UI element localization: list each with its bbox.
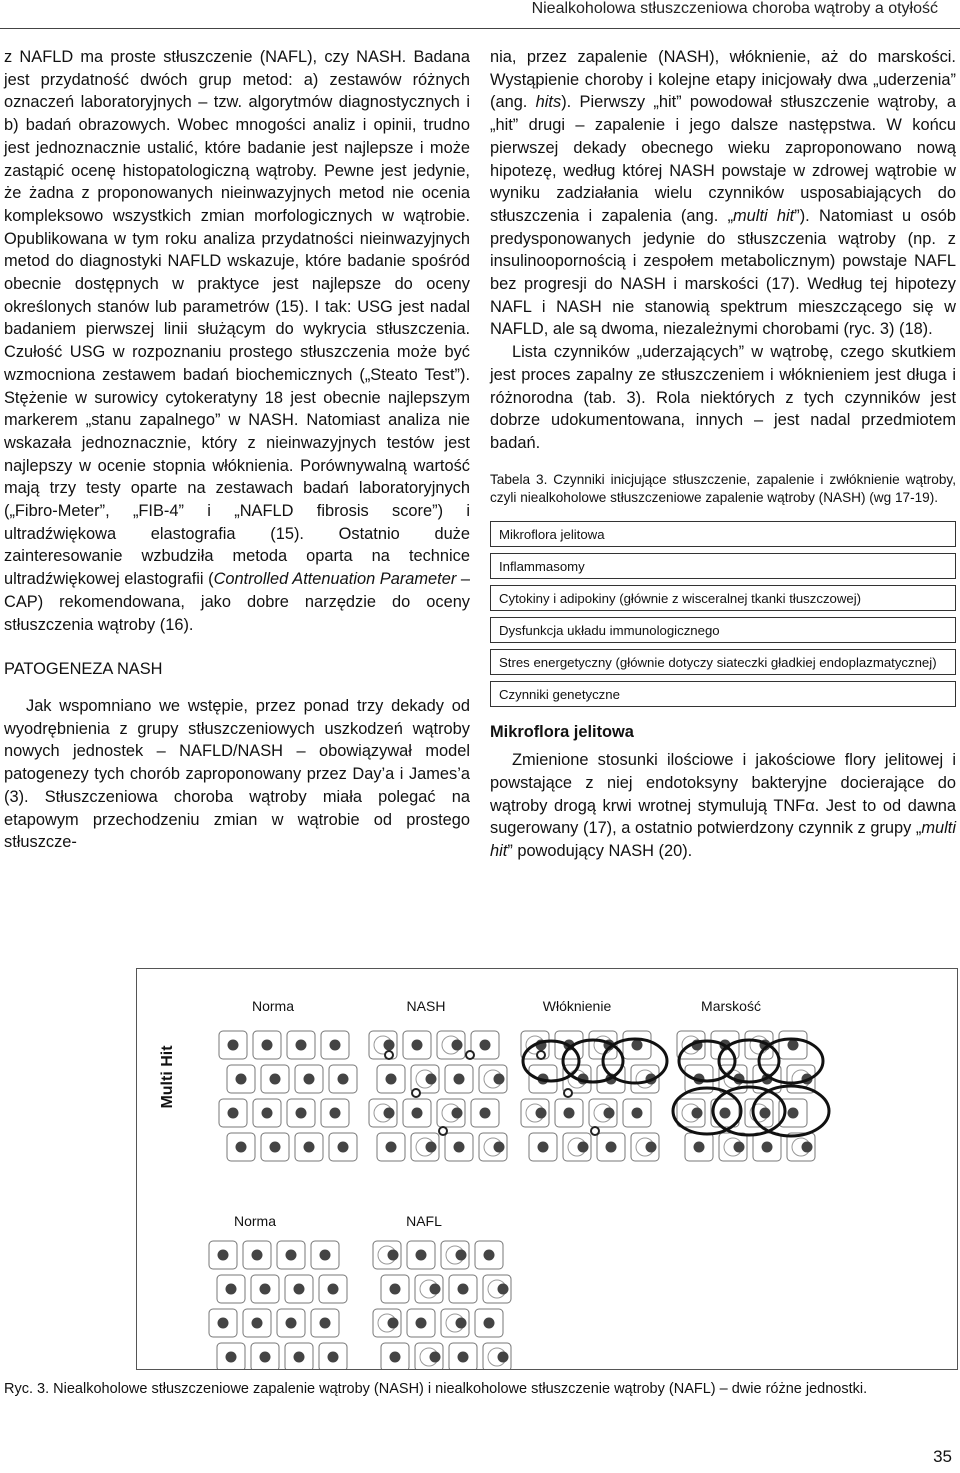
inflammatory-cell [385,1051,393,1059]
nucleus-dot [412,1040,423,1051]
table-row: Inflammasomy [490,553,956,579]
nucleus-dot [694,1142,705,1153]
nucleus-dot [260,1284,271,1295]
nucleus-dot [296,1040,307,1051]
right-p3-a: Zmienione stosunki ilościowe i jakościowe flory jelitowej i powstające z niej endotoksyny bakteryjne docierające do wątroby drogą krwi wrotnej stymulują TNFα. Jest to od dawna sugerowany (17), a ostatnio potwierdzony czynnik z grupy „ [490,751,956,838]
nucleus-dot [416,1250,427,1261]
table-caption: Tabela 3. Czynniki inicjujące stłuszczenie, zapalenie i zwłóknienie wątroby, czyli niealkoholowe stłuszczeniowe zapalenie wątroby (NASH) (wg 17-19). [490,471,956,505]
nucleus-dot [762,1142,773,1153]
inflammatory-cell [537,1051,545,1059]
nucleus-dot [454,1074,465,1085]
table-row: Czynniki genetyczne [490,681,956,707]
nucleus-dot [788,1040,799,1051]
nucleus-dot [252,1250,263,1261]
nucleus-dot [236,1142,247,1153]
nucleus-dot [454,1142,465,1153]
nucleus-dot [430,1352,441,1363]
nucleus-dot [262,1108,273,1119]
nucleus-dot [498,1284,509,1295]
nucleus-dot [328,1352,339,1363]
nucleus-dot [270,1142,281,1153]
table-row: Cytokiny i adipokiny (głównie z wisceralnej tkanki tłuszczowej) [490,585,956,611]
right-paragraph-2: Lista czynników „uderzających” w wątrobę, czego skutkiem jest proces zapalny ze stłuszczeniem i włóknieniem jest długa i różnorodna (tab. 3). Rola niektórych z tych czynników jest dobrze udokumentowana, innych – jest nadal przedmiotem badań. [490,343,956,452]
table-row: Mikroflora jelitowa [490,521,956,547]
nucleus-dot [456,1318,467,1329]
nucleus-dot [260,1352,271,1363]
nucleus-dot [218,1318,229,1329]
figure-label-nash: NASH [406,998,446,1014]
nucleus-dot [294,1284,305,1295]
nucleus-dot [286,1318,297,1329]
nucleus-dot [294,1352,305,1363]
nucleus-dot [802,1142,813,1153]
nucleus-dot [330,1040,341,1051]
right-p1-hits: hits [535,93,562,112]
nucleus-dot [416,1318,427,1329]
nucleus-dot [632,1040,643,1051]
nucleus-dot [692,1108,703,1119]
hepatocyte-grid [521,1031,667,1161]
nucleus-dot [430,1284,441,1295]
nucleus-dot [286,1250,297,1261]
nucleus-dot [304,1074,315,1085]
nucleus-dot [384,1108,395,1119]
nucleus-dot [304,1142,315,1153]
top-panels [219,1031,829,1161]
right-p1-c: ”). Natomiast u osób predysponowanych jedynie do stłuszczenia wątroby (np. z insulinoopornością i zespołem metabolicznym) powstaje NAFL bez progresji do NASH i marskości (17). Według tej hipotezy NAFL i NASH nie stanowią spektrum mieszczącego się w NAFLD, ale są dwoma, niezależnymi chorobami (ryc. 3) (18). [490,206,956,339]
nucleus-dot [412,1108,423,1119]
nucleus-dot [458,1284,469,1295]
inflammatory-cell [466,1051,474,1059]
nucleus-dot [388,1318,399,1329]
nucleus-dot [578,1142,589,1153]
hepatocyte-grid [209,1241,347,1369]
hepatocyte-grid [673,1031,829,1161]
figure-label-wloknienie: Włóknienie [542,998,612,1014]
nucleus-dot [632,1108,643,1119]
factor-table [490,521,956,707]
figure-caption: Ryc. 3. Niealkoholowe stłuszczeniowe zapalenie wątroby (NASH) i niealkoholowe stłuszczenie wątroby (NAFL) – dwie różne jednostki. [4,1381,868,1397]
inflammatory-cell [564,1089,572,1097]
nucleus-dot [338,1142,349,1153]
header-rule [0,28,960,29]
left-p1-text: z NAFLD ma proste stłuszczenie (NAFL), czy NASH. Badana jest przydatność dwóch grup metod: a) zestawów różnych oznaczeń laboratoryjnych – tzw. algorytmów diagnostycznych i b) badań obrazowych. Wobec mnogości analiz i opinii, trudno jest jednoznacznie ustalić, które badanie jest najlepsze i może zastąpić ocenę histopatologiczną wątroby. Pewne jest jedynie, że żadna z proponowanych nieinwazyjnych metod nie ocenia kompleksowo wszystkich zmian morfologicznych w wątrobie. Opublikowana w tym roku analiza przydatności nieinwazyjnych metod do diagnostyki NAFLD wskazuje, które badanie spośród obecnie dostępnych w praktyce jest najlepsze do oceny określonych stanów lub parametrów (15). I tak: USG jest nadal badaniem pierwszej linii służącym do wykrycia stłuszczenia. Czułość USG w rozpoznaniu prostego stłuszczenia może być wzmocniona zestawem badań biochemicznych („Steato Test”). Stężenie w surowicy cytokeratyny 18 jest obecnie najlepszym markerem „stanu zapalnego” w NASH. Natomiast analiza nie wskazała jednoznacznie, który z nieinwazyjnych testów jest najlepszy w ocenie stopnia włóknienia. Porównywalną wartość mają trzy testy oparte na zestawach badań laboratoryjnych („Fibro-Meter”, „FIB-4” i „NAFLD fibrosis score”) i ultradźwiękowa elastografia (15). Ostatnio duże zainteresowanie wzbudziła metoda oparta na technice ultradźwiękowej elastografii ( [4,48,470,589]
nucleus-dot [236,1074,247,1085]
nucleus-dot [226,1352,237,1363]
nucleus-dot [480,1108,491,1119]
nucleus-dot [480,1040,491,1051]
nucleus-dot [536,1108,547,1119]
right-p3-multi: multi hit [490,819,956,861]
running-header: Niealkoholowa stłuszczeniowa choroba wątroby a otyłość [531,0,938,17]
nucleus-dot [760,1108,771,1119]
nucleus-dot [484,1318,495,1329]
inflammatory-cell [591,1127,599,1135]
figure-label-norma-top: Norma [251,998,295,1014]
nucleus-dot [720,1108,731,1119]
page-number: 35 [933,1447,952,1466]
hepatocyte-grid [373,1241,511,1369]
section-heading: PATOGENEZA NASH [4,660,163,679]
nucleus-dot [388,1250,399,1261]
nucleus-dot [384,1040,395,1051]
left-paragraph-2: Jak wspomniano we wstępie, przez ponad trzy dekady od wyodrębnienia z grupy stłuszczeniowych uszkodzeń wątroby nowych jednostek – NAFLD/NASH – obowiązywał model patogenezy tych chorób zaproponowany przez Day’a i James’a (3). Stłuszczeniowa choroba wątroby miała polegać na etapowym przechodzeniu zmian w wątrobie od prostego stłuszcze- [4,696,470,852]
nucleus-dot [788,1108,799,1119]
inflammatory-cell [439,1127,447,1135]
nucleus-dot [320,1250,331,1261]
figure-label-marskosc: Marskość [701,998,761,1014]
right-column [490,46,956,863]
nucleus-dot [426,1074,437,1085]
nucleus-dot [296,1108,307,1119]
right-paragraph-3 [490,749,956,863]
nucleus-dot [606,1142,617,1153]
nucleus-dot [456,1250,467,1261]
nucleus-dot [262,1040,273,1051]
left-paragraph-1 [4,46,470,636]
nucleus-dot [458,1352,469,1363]
left-column [4,46,470,854]
nucleus-dot [538,1142,549,1153]
bottom-panels [209,1241,511,1369]
nucleus-dot [228,1108,239,1119]
figure-side-label: Multi Hit [159,1045,176,1109]
left-p1-tail: – CAP) rekomendowana, jako dobre narzędzie do oceny stłuszczenia wątroby (16). [4,570,470,634]
nucleus-dot [426,1142,437,1153]
nucleus-dot [320,1318,331,1329]
nucleus-dot [494,1142,505,1153]
nucleus-dot [646,1142,657,1153]
right-p1-multi: multi hit [733,206,795,225]
right-p1-b: ). Pierwszy „hit” powodował stłuszczenie wątroby, a „hit” drugi – zapalenie i jego dalsze następstwa. W końcu pierwszej dekady obecnego wieku zaproponowano nową hipotezę, według której NASH powstaje w zdrowej wątrobie w wyniku zadziałania wielu czynników usposabiających do stłuszczenia i zapalenia (ang. „ [490,93,956,225]
nucleus-dot [390,1352,401,1363]
table-row: Dysfunkcja układu immunologicznego [490,617,956,643]
subheading: Mikroflora jelitowa [490,722,634,741]
left-p1-italic: Controlled Attenuation Parameter [213,570,457,589]
nucleus-dot [228,1040,239,1051]
nucleus-dot [564,1108,575,1119]
figure-svg [137,969,957,1369]
nucleus-dot [338,1074,349,1085]
figure-label-norma-bottom: Norma [233,1213,277,1229]
table-row: Stres energetyczny (głównie dotyczy siateczki gładkiej endoplazmatycznej) [490,649,956,675]
nucleus-dot [328,1284,339,1295]
nucleus-dot [734,1142,745,1153]
nucleus-dot [386,1074,397,1085]
nucleus-dot [452,1108,463,1119]
inflammatory-cell [412,1089,420,1097]
nucleus-dot [604,1108,615,1119]
nucleus-dot [494,1074,505,1085]
right-p3-b: ” powodujący NASH (20). [507,842,693,861]
nucleus-dot [498,1352,509,1363]
right-p1-a: nia, przez zapalenie (NASH), włóknienie, aż do marskości. Wystąpienie choroby i kolejne etapy inicjowały dwa „uderzenia” (ang. [490,48,956,112]
nucleus-dot [218,1250,229,1261]
figure-label-nafl: NAFL [406,1213,442,1229]
nucleus-dot [390,1284,401,1295]
nucleus-dot [386,1142,397,1153]
nucleus-dot [270,1074,281,1085]
nucleus-dot [484,1250,495,1261]
nucleus-dot [452,1040,463,1051]
nucleus-dot [226,1284,237,1295]
hepatocyte-grid [369,1031,507,1161]
nucleus-dot [330,1108,341,1119]
nucleus-dot [252,1318,263,1329]
figure-liver-diagram [136,968,958,1370]
hepatocyte-grid [219,1031,357,1161]
right-paragraph-1 [490,46,956,341]
